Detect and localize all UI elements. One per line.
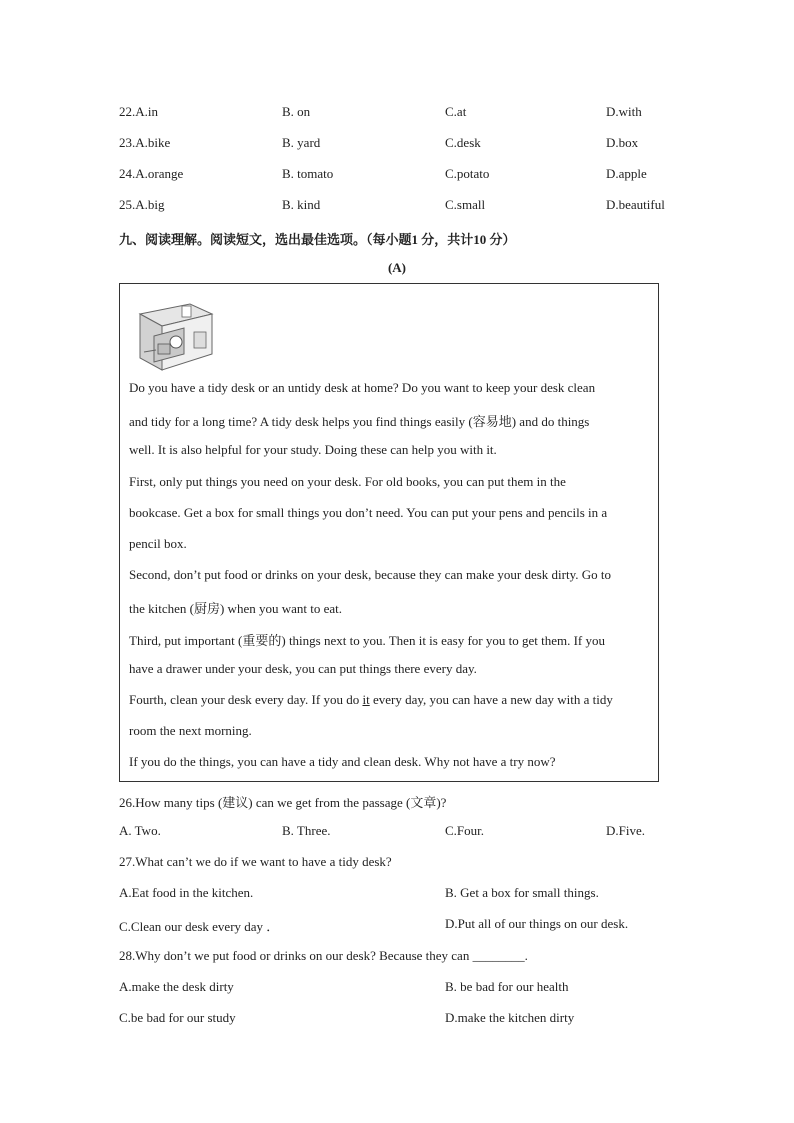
- option-c: C.at: [445, 104, 467, 119]
- option-c: C.small: [445, 197, 486, 212]
- underlined-word: it: [362, 692, 370, 707]
- question-27-options-ab: [0, 885, 794, 903]
- option-b: B. be bad for our health: [445, 979, 569, 994]
- option-a: 23.A.bike: [119, 135, 171, 150]
- option-a: 25.A.big: [119, 197, 165, 212]
- option-d: D.Put all of our things on our desk.: [445, 916, 629, 931]
- passage-line: and tidy for a long time? A tidy desk helps you find things easily (容易地) and do things: [129, 414, 590, 429]
- option-d: D.apple: [606, 166, 647, 181]
- option-d: D.Five.: [606, 823, 645, 838]
- option-row-22: [0, 104, 794, 122]
- passage-line: the kitchen (厨房) when you want to eat.: [129, 601, 342, 616]
- passage-line: have a drawer under your desk, you can put things there every day.: [129, 661, 477, 676]
- option-b: B. tomato: [282, 166, 334, 181]
- question-stem: 26.How many tips (建议) can we get from the passage (文章)?: [119, 795, 447, 810]
- option-d: D.with: [606, 104, 642, 119]
- option-d: D.beautiful: [606, 197, 665, 212]
- passage-text: every day, you can have a new day with a tidy: [369, 692, 613, 707]
- question-28-options-cd: [0, 1010, 794, 1028]
- option-a: 22.A.in: [119, 104, 158, 119]
- option-c: C.potato: [445, 166, 490, 181]
- option-a: A.make the desk dirty: [119, 979, 234, 994]
- option-b: B. Three.: [282, 823, 331, 838]
- passage-line: pencil box.: [129, 536, 187, 551]
- passage-line: well. It is also helpful for your study. Doing these can help you with it.: [129, 442, 497, 457]
- question-28-stem: [0, 948, 794, 966]
- section-title: 九、阅读理解。阅读短文，选出最佳选项。（每小题1 分，共计10 分）: [119, 232, 516, 247]
- passage-text: Fourth, clean your desk every day. If you do: [129, 692, 363, 707]
- option-c: C.be bad for our study: [119, 1010, 236, 1025]
- option-row-25: [0, 197, 794, 215]
- question-28-options-ab: [0, 979, 794, 997]
- option-b: B. on: [282, 104, 311, 119]
- option-row-24: [0, 166, 794, 184]
- option-d: D.box: [606, 135, 639, 150]
- option-c: C.Clean our desk every day ．: [119, 919, 280, 934]
- option-b: B. Get a box for small things.: [445, 885, 599, 900]
- question-stem: 28.Why don’t we put food or drinks on our desk? Because they can ________.: [119, 948, 528, 963]
- option-b: B. kind: [282, 197, 321, 212]
- question-26-options: [0, 823, 794, 841]
- passage-line: Do you have a tidy desk or an untidy desk at home? Do you want to keep your desk clean: [129, 380, 596, 395]
- question-26-stem: [0, 792, 794, 810]
- option-a: A. Two.: [119, 823, 161, 838]
- question-27-stem: [0, 854, 794, 872]
- option-a: 24.A.orange: [119, 166, 184, 181]
- option-c: C.desk: [445, 135, 481, 150]
- desk-drawing-icon: [134, 292, 220, 372]
- passage-line: If you do the things, you can have a tidy and clean desk. Why not have a try now?: [129, 754, 556, 769]
- passage-box: [119, 283, 659, 782]
- option-b: B. yard: [282, 135, 321, 150]
- option-c: C.Four.: [445, 823, 485, 838]
- passage-line: Second, don’t put food or drinks on your desk, because they can make your desk dirty. Go to: [129, 567, 611, 582]
- option-d: D.make the kitchen dirty: [445, 1010, 575, 1025]
- option-row-23: [0, 135, 794, 153]
- passage-label: (A): [387, 260, 407, 275]
- passage-line: First, only put things you need on your desk. For old books, you can put them in the: [129, 474, 566, 489]
- passage-line: bookcase. Get a box for small things you don’t need. You can put your pens and pencils in a: [129, 505, 608, 520]
- passage-line: room the next morning.: [129, 723, 252, 738]
- option-a: A.Eat food in the kitchen.: [119, 885, 254, 900]
- question-27-options-cd: [0, 916, 794, 934]
- question-stem: 27.What can’t we do if we want to have a tidy desk?: [119, 854, 392, 869]
- passage-line: Third, put important (重要的) things next to you. Then it is easy for you to get them. If you: [129, 633, 605, 648]
- passage-line: [129, 692, 613, 708]
